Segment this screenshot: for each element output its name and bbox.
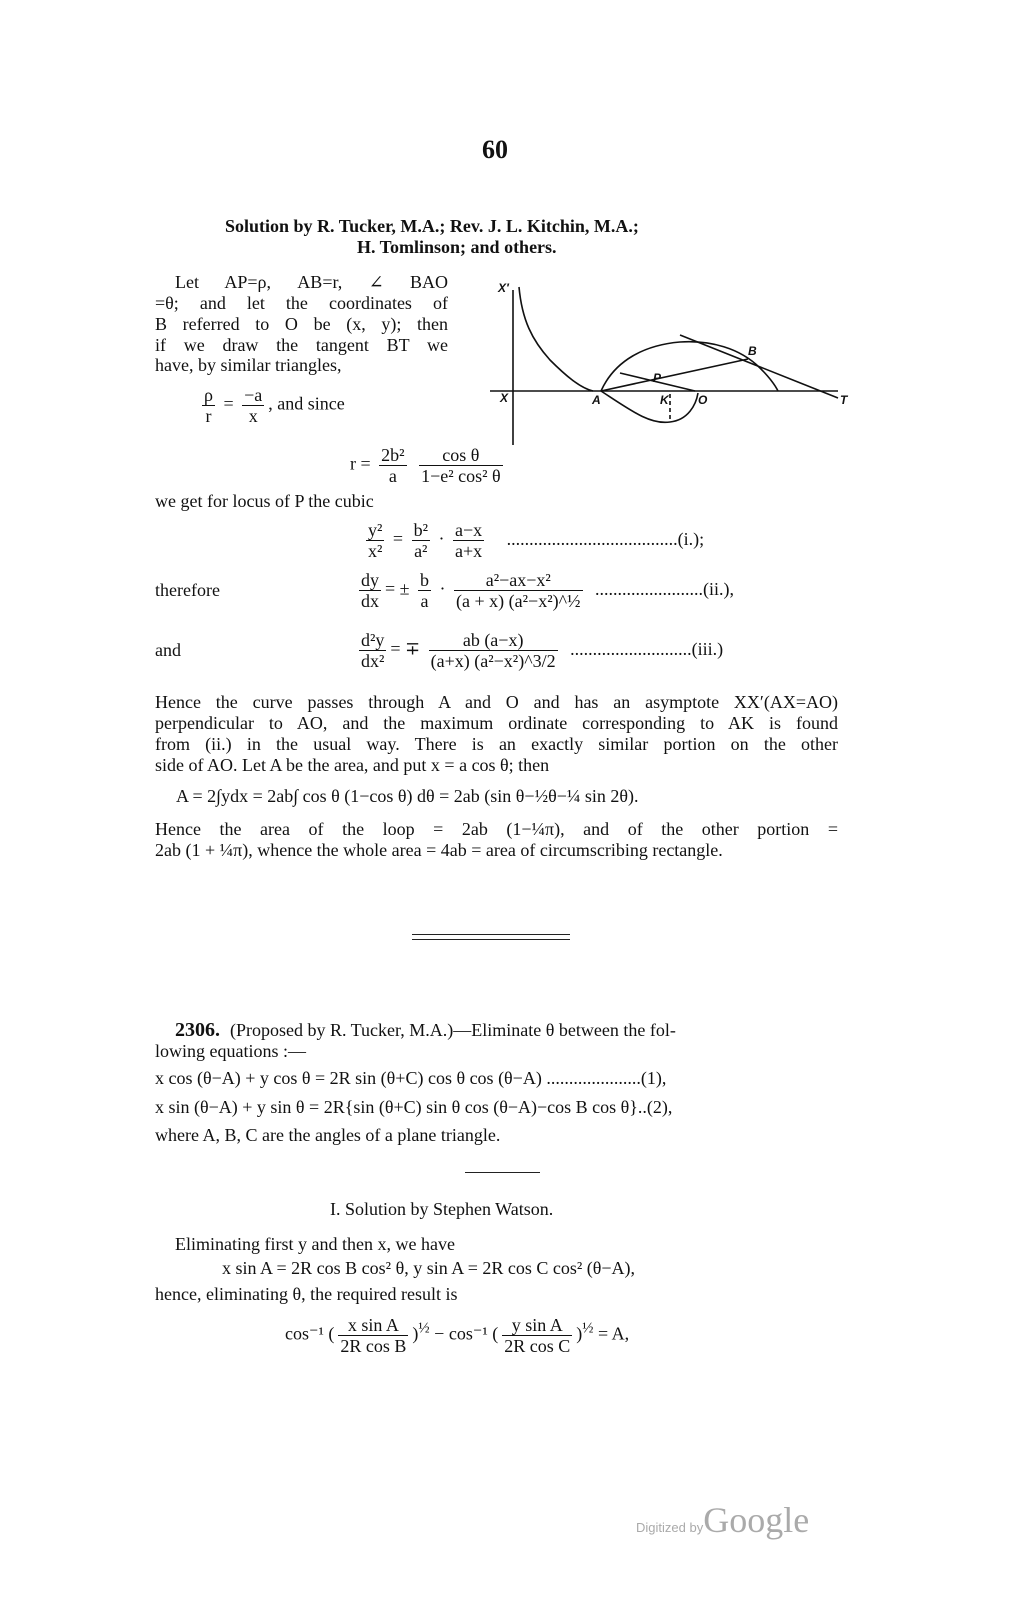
locus-text: we get for locus of P the cubic bbox=[155, 491, 374, 511]
intro-line: if we draw the tangent BT we bbox=[155, 335, 448, 355]
solution-line: x sin A = 2R cos B cos² θ, y sin A = 2R cos C cos² (θ−A), bbox=[222, 1258, 636, 1278]
numerator: x sin A bbox=[338, 1315, 408, 1336]
rhs: = A, bbox=[597, 1323, 630, 1344]
numerator: ab (a−x) bbox=[429, 630, 558, 651]
paragraph-line: from (ii.) in the usual way. There is an exactly similar portion on the other bbox=[155, 734, 838, 754]
problem-line2: lowing equations :— bbox=[155, 1041, 306, 1061]
paragraph-line: Hence the curve passes through A and O and has an asymptote XX′(AX=AO) bbox=[155, 692, 838, 712]
page-number: 60 bbox=[482, 135, 508, 164]
sign: = ∓ bbox=[390, 638, 421, 659]
conclusion-line: 2ab (1 + ¼π), whence the whole area = 4ab = area of circumscribing rectangle. bbox=[155, 840, 723, 860]
numerator: b bbox=[420, 570, 430, 590]
label-b: B bbox=[748, 344, 757, 358]
equation-r bbox=[350, 445, 507, 486]
numerator: a−x bbox=[454, 520, 483, 540]
denominator: a+x bbox=[454, 541, 483, 561]
google-watermark bbox=[636, 1500, 809, 1540]
label-p: P bbox=[653, 371, 662, 385]
intro-line: Let AP=ρ, AB=r, ∠ BAO bbox=[175, 272, 448, 292]
denominator: dx² bbox=[361, 651, 385, 671]
label-x-prime: X′ bbox=[498, 281, 509, 295]
and-label: and bbox=[155, 640, 181, 660]
numerator: b² bbox=[413, 520, 428, 540]
problem-equation-2: x sin (θ−A) + y sin θ = 2R{sin (θ+C) sin θ cos (θ−A)−cos B cos θ}..(2), bbox=[155, 1097, 673, 1117]
intro-line: have, by similar triangles, bbox=[155, 355, 342, 375]
paragraph-line: perpendicular to AO, and the maximum ordinate corresponding to AK is found bbox=[155, 713, 838, 733]
denominator: a² bbox=[414, 541, 428, 561]
equation-tag: ......................................(i.); bbox=[506, 528, 705, 549]
lhs: r = bbox=[350, 453, 371, 474]
numerator: y² bbox=[368, 520, 383, 540]
header-line2: H. Tomlinson; and others. bbox=[357, 237, 557, 257]
intro-line: =θ; and let the coordinates of bbox=[155, 293, 448, 313]
denominator: 2R cos B bbox=[340, 1336, 407, 1356]
denominator: 1−e² cos² θ bbox=[421, 466, 501, 486]
problem-number: 2306. bbox=[175, 1019, 220, 1041]
equation-i: $\frac{\text{y²}}{\text{x²}}$ = $\frac{\text{b²}}{\text{a²}}$ · $\frac{a-x}{a+x}$ ......................................(i.); bbox=[368, 520, 705, 561]
denominator: r bbox=[205, 406, 212, 426]
minus-arccos: − cos⁻¹ bbox=[434, 1323, 488, 1344]
section-divider bbox=[412, 939, 570, 940]
problem-line1 bbox=[175, 1020, 676, 1040]
numerator: y sin A bbox=[502, 1315, 572, 1336]
numerator: ρ bbox=[204, 385, 213, 405]
numerator: cos θ bbox=[419, 445, 503, 466]
curve-branch bbox=[519, 287, 593, 391]
problem-equation-1: x cos (θ−A) + y cos θ = 2R sin (θ+C) cos θ cos (θ−A) .....................(1), bbox=[155, 1068, 667, 1088]
header-line1: Solution by R. Tucker, M.A.; Rev. J. L. Kitchin, M.A.; bbox=[225, 216, 639, 236]
equation-iii bbox=[355, 630, 723, 671]
exponent: ½ bbox=[418, 1320, 430, 1337]
equation-tag: ........................(ii.), bbox=[595, 578, 735, 599]
denominator: dx bbox=[361, 591, 379, 611]
section-divider bbox=[412, 934, 570, 935]
therefore-label: therefore bbox=[155, 580, 220, 600]
paragraph-line: side of AO. Let A be the area, and put x = a cos θ; then bbox=[155, 755, 550, 775]
area-equation: A = 2∫ydx = 2ab∫ cos θ (1−cos θ) dθ = 2ab (sin θ−½θ−¼ sin 2θ). bbox=[176, 786, 639, 806]
conclusion-line: Hence the area of the loop = 2ab (1−¼π), and of the other portion = bbox=[155, 819, 838, 839]
equation-rho: $\frac{\rho}{r}$ = $\frac{-a}{x}$ , and since bbox=[204, 385, 345, 426]
label-k: K bbox=[660, 393, 669, 407]
exponent: ½ bbox=[582, 1320, 594, 1337]
solution-heading: I. Solution by Stephen Watson. bbox=[330, 1199, 554, 1219]
numerator: a²−ax−x² bbox=[454, 570, 583, 591]
geometry-diagram bbox=[470, 270, 850, 450]
label-x: X bbox=[500, 391, 509, 405]
problem-text: (Proposed by R. Tucker, M.A.)—Eliminate θ between the fol- bbox=[230, 1020, 676, 1040]
equation-tag: ...........................(iii.) bbox=[570, 638, 724, 659]
problem-line3: where A, B, C are the angles of a plane triangle. bbox=[155, 1125, 501, 1145]
solution-line: hence, eliminating θ, the required result is bbox=[155, 1284, 458, 1304]
label-t: T bbox=[840, 393, 848, 407]
final-equation: cos⁻¹ ( $\frac{\text{x sin A}}{\text{2R cos B}}$ )$^{\frac{1}{2}}$ − cos⁻¹ ( $\frac{\text{y sin A}}{\text{2R cos C}}$ )$^{\frac{1}{2}}$ = A, bbox=[285, 1315, 630, 1356]
denominator: (a+x) (a²−x²)^3/2 bbox=[430, 651, 556, 671]
loop-curve bbox=[601, 391, 698, 422]
solution-line: Eliminating first y and then x, we have bbox=[175, 1234, 455, 1254]
equation-tail: , and since bbox=[268, 393, 345, 414]
numerator: −a bbox=[244, 385, 263, 405]
label-a: A bbox=[592, 393, 601, 407]
numerator: dy bbox=[361, 570, 379, 590]
sign: = ± bbox=[385, 578, 410, 599]
arccos: cos⁻¹ bbox=[285, 1323, 324, 1344]
denominator: 2R cos C bbox=[504, 1336, 571, 1356]
label-o: O bbox=[698, 393, 708, 407]
denominator: x² bbox=[368, 541, 383, 561]
equation-ii: $\frac{dy}{dx}$ = ± $\frac{b}{a}$ · $\frac{\text{a²−ax−x²}}{\text{(a + x) (a²−x²)\textasciicircum{}½}}$ ........................(ii.), bbox=[361, 570, 735, 611]
numerator: d²y bbox=[361, 630, 385, 650]
denominator: a bbox=[420, 591, 429, 611]
watermark-small: Digitized by bbox=[636, 1520, 704, 1535]
tangent-bt bbox=[680, 335, 838, 398]
watermark-logo: Google bbox=[703, 1500, 810, 1540]
denominator: a bbox=[388, 466, 397, 486]
intro-line: B referred to O be (x, y); then bbox=[155, 314, 448, 334]
numerator: 2b² bbox=[381, 445, 405, 465]
denominator: (a + x) (a²−x²)^½ bbox=[456, 591, 581, 611]
denominator: x bbox=[248, 406, 258, 426]
solution-divider bbox=[465, 1172, 540, 1173]
